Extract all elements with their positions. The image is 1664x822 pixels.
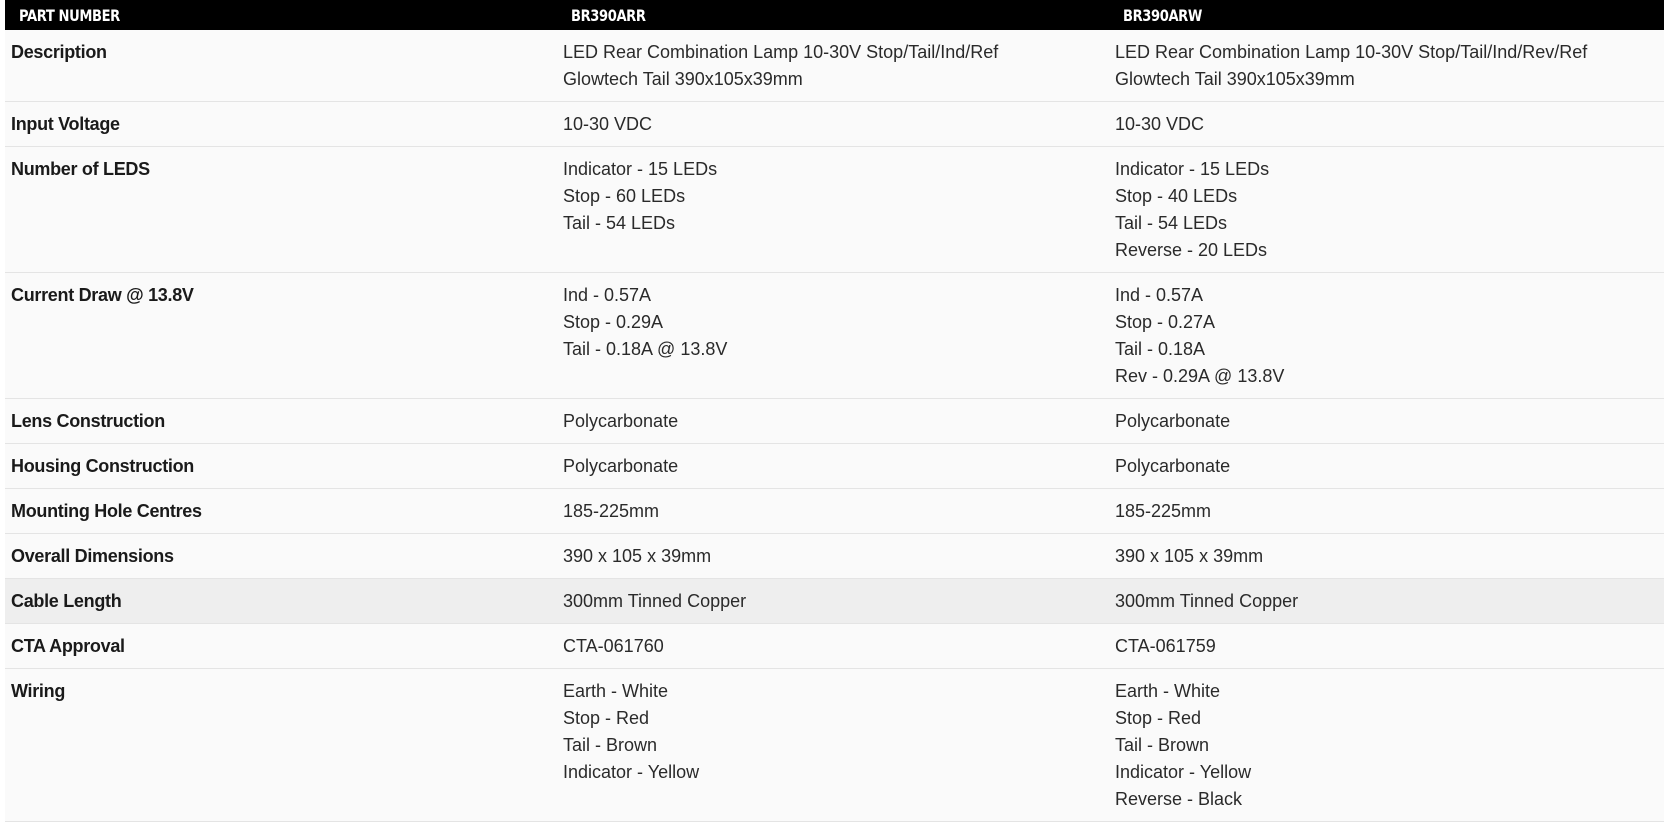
value-line: 300mm Tinned Copper <box>1115 591 1299 611</box>
table-row <box>5 147 1664 273</box>
table-body <box>5 30 1664 822</box>
table-header <box>5 0 1664 30</box>
value-line: Reverse - Black <box>1115 789 1243 809</box>
value-line: LED Rear Combination Lamp 10-30V Stop/Tail/Ind/Rev/Ref <box>1115 42 1588 62</box>
value-line: 10-30 VDC <box>1115 114 1205 134</box>
value-br390arw <box>1109 30 1664 102</box>
value-br390arw <box>1109 102 1664 147</box>
value-line: Stop - Red <box>1115 708 1202 728</box>
row-label: Number of LEDS <box>5 147 557 273</box>
table-row <box>5 102 1664 147</box>
spec-table <box>5 0 1664 822</box>
row-label: Wiring <box>5 669 557 822</box>
value-br390arw <box>1109 579 1664 624</box>
value-br390arr <box>557 102 1109 147</box>
table-row <box>5 489 1664 534</box>
row-label: Cable Length <box>5 579 557 624</box>
value-line: 390 x 105 x 39mm <box>1115 546 1264 566</box>
value-br390arr <box>557 534 1109 579</box>
value-line: Tail - 0.18A @ 13.8V <box>563 339 728 359</box>
value-line: Tail - 0.18A <box>1115 339 1206 359</box>
row-label: Description <box>5 30 557 102</box>
header-part-number-label: PART NUMBER <box>19 5 120 25</box>
value-line: Tail - 54 LEDs <box>1115 213 1228 233</box>
value-br390arr <box>557 444 1109 489</box>
value-br390arw <box>1109 624 1664 669</box>
value-line: Tail - Brown <box>563 735 658 755</box>
value-line: Polycarbonate <box>1115 411 1231 431</box>
value-line: Ind - 0.57A <box>1115 285 1204 305</box>
value-line: Stop - Red <box>563 708 650 728</box>
value-line: Indicator - 15 LEDs <box>1115 159 1270 179</box>
row-label: Input Voltage <box>5 102 557 147</box>
value-line: 300mm Tinned Copper <box>563 591 747 611</box>
value-line: 390 x 105 x 39mm <box>563 546 712 566</box>
header-row <box>5 0 1664 30</box>
row-label: CTA Approval <box>5 624 557 669</box>
table-row <box>5 399 1664 444</box>
value-br390arw <box>1109 147 1664 273</box>
row-label: Mounting Hole Centres <box>5 489 557 534</box>
value-line: Stop - 0.29A <box>563 312 664 332</box>
value-line: Earth - White <box>563 681 669 701</box>
value-br390arw <box>1109 444 1664 489</box>
value-line: Reverse - 20 LEDs <box>1115 240 1268 260</box>
table-row <box>5 534 1664 579</box>
value-br390arw <box>1109 399 1664 444</box>
value-br390arr <box>557 669 1109 822</box>
value-line: Polycarbonate <box>563 411 679 431</box>
table-row <box>5 579 1664 624</box>
value-line: Polycarbonate <box>1115 456 1231 476</box>
row-label: Lens Construction <box>5 399 557 444</box>
table-row <box>5 30 1664 102</box>
value-line: Stop - 60 LEDs <box>563 186 686 206</box>
header-br390arr-label: BR390ARR <box>571 5 646 25</box>
value-line: Indicator - Yellow <box>563 762 700 782</box>
table-row <box>5 273 1664 399</box>
value-line: Stop - 0.27A <box>1115 312 1216 332</box>
value-br390arw <box>1109 669 1664 822</box>
header-br390arw <box>1109 0 1664 30</box>
row-label: Overall Dimensions <box>5 534 557 579</box>
value-br390arw <box>1109 273 1664 399</box>
header-br390arr <box>557 0 1109 30</box>
value-line: Glowtech Tail 390x105x39mm <box>563 69 803 89</box>
value-br390arr <box>557 30 1109 102</box>
value-line: 185-225mm <box>563 501 660 521</box>
value-line: Tail - 54 LEDs <box>563 213 676 233</box>
value-line: Glowtech Tail 390x105x39mm <box>1115 69 1355 89</box>
value-line: Indicator - Yellow <box>1115 762 1252 782</box>
value-br390arr <box>557 579 1109 624</box>
table-row <box>5 669 1664 822</box>
value-br390arw <box>1109 489 1664 534</box>
value-line: 185-225mm <box>1115 501 1212 521</box>
value-line: CTA-061760 <box>563 636 664 656</box>
value-line: Rev - 0.29A @ 13.8V <box>1115 366 1285 386</box>
value-br390arw <box>1109 534 1664 579</box>
table-row <box>5 444 1664 489</box>
header-br390arw-label: BR390ARW <box>1123 5 1202 25</box>
value-line: CTA-061759 <box>1115 636 1216 656</box>
value-br390arr <box>557 273 1109 399</box>
value-br390arr <box>557 489 1109 534</box>
value-line: Polycarbonate <box>563 456 679 476</box>
value-line: Stop - 40 LEDs <box>1115 186 1238 206</box>
header-part-number <box>5 0 557 30</box>
value-line: Indicator - 15 LEDs <box>563 159 718 179</box>
value-br390arr <box>557 399 1109 444</box>
row-label: Current Draw @ 13.8V <box>5 273 557 399</box>
value-line: Tail - Brown <box>1115 735 1210 755</box>
value-br390arr <box>557 147 1109 273</box>
table-row <box>5 624 1664 669</box>
row-label: Housing Construction <box>5 444 557 489</box>
value-line: LED Rear Combination Lamp 10-30V Stop/Tail/Ind/Ref <box>563 42 999 62</box>
value-line: Ind - 0.57A <box>563 285 652 305</box>
value-line: Earth - White <box>1115 681 1221 701</box>
value-line: 10-30 VDC <box>563 114 653 134</box>
value-br390arr <box>557 624 1109 669</box>
